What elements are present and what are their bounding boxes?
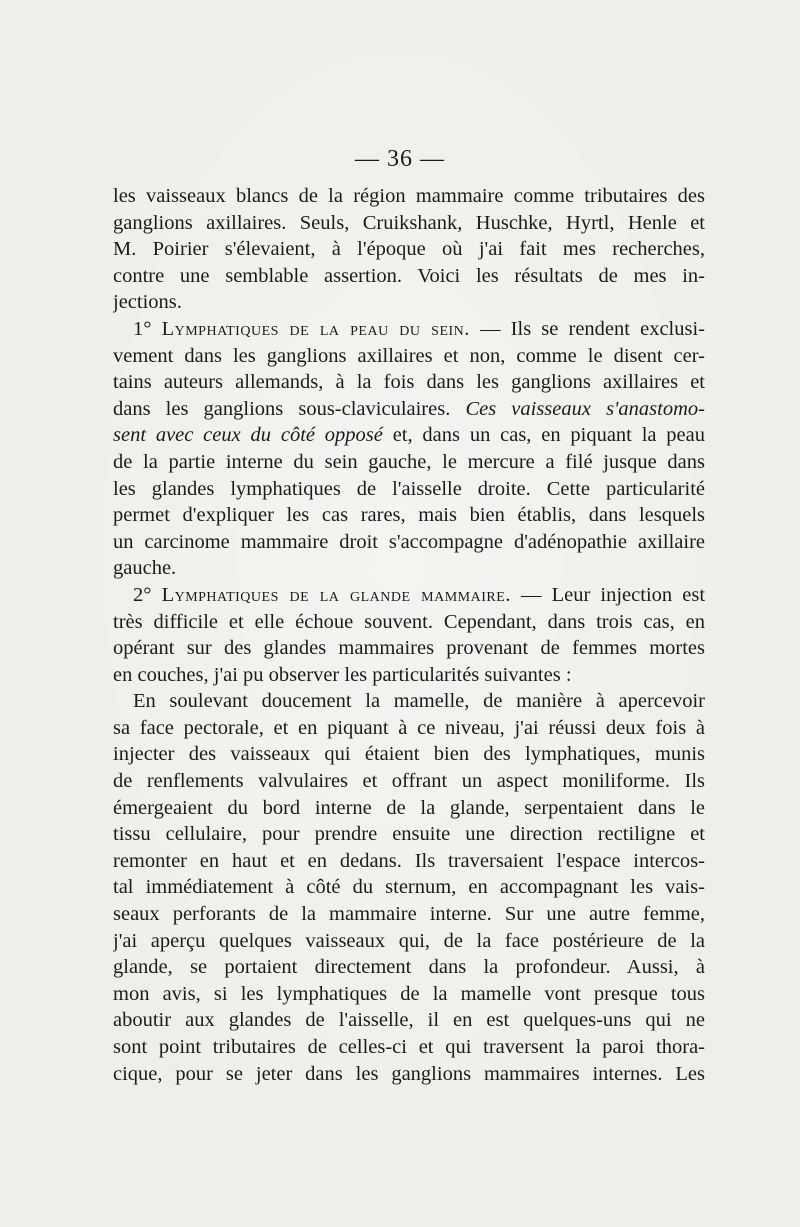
text-line: de la partie interne du sein gauche, le mercure a filé jusque dans [113,450,705,473]
body-text [113,183,705,1087]
text-line: aboutir aux glandes de l'aisselle, il en est quelques-uns qui ne [113,1009,705,1032]
text-line: en couches, j'ai pu observer les particularités suivantes : [113,663,572,686]
page-number: — 36 — [355,146,445,172]
text-line: gauche. [113,557,177,580]
italic-segment: Ces vaisseaux s'anastomo- [465,397,705,420]
text-line [113,396,705,423]
text-line: de renflements valvulaires et offrant un aspect moniliforme. Ils [113,770,705,793]
text-line: ganglions axillaires. Seuls, Cruikshank, Huschke, Hyrtl, Henle et [113,211,705,234]
text-line: remonter en haut et en dedans. Ils traversaient l'espace intercos- [113,849,705,872]
text-line: En soulevant doucement la mamelle, de manière à apercevoir [133,690,705,713]
text-line: tal immédiatement à côté du sternum, en accompagnant les vais- [113,876,705,899]
text-line: M. Poirier s'élevaient, à l'époque où j'ai fait mes recherches, [113,238,705,261]
italic-segment: sent avec ceux du côté opposé [113,424,383,447]
text-line: contre une semblable assertion. Voici les résultats de mes in- [113,264,705,287]
section-heading-rest: — Ils se rendent exclusi- [469,317,705,340]
text-line: seaux perforants de la mammaire interne. Sur une autre femme, [113,903,705,926]
section-number: 2° [133,583,152,606]
text-line: sa face pectorale, et en piquant à ce niveau, j'ai réussi deux fois à [113,716,705,739]
text-line: permet d'expliquer les cas rares, mais bien établis, dans lesquels [113,504,705,527]
text-line: opérant sur des glandes mammaires provenant de femmes mortes [113,637,705,660]
text-segment: dans les ganglions sous-claviculaires. [113,397,466,420]
text-line: tains auteurs allemands, à la fois dans les ganglions axillaires et [113,371,705,394]
text-line: glande, se portaient directement dans la profondeur. Aussi, à [113,956,705,979]
text-line: les glandes lymphatiques de l'aisselle droite. Cette particularité [113,477,705,500]
text-line: vement dans les ganglions axillaires et non, comme le disent cer- [113,344,705,367]
text-line: injecter des vaisseaux qui étaient bien des lymphatiques, munis [113,743,705,766]
section-heading-gland-lymphatics [113,582,705,609]
text-line [113,422,705,449]
text-line: jections. [113,291,182,314]
text-line: émergeaient du bord interne de la glande, serpentaient dans le [113,796,705,819]
section-number: 1° [133,317,152,340]
text-line: cique, pour se jeter dans les ganglions mammaires internes. Les [113,1062,705,1085]
text-line: les vaisseaux blancs de la région mammaire comme tributaires des [113,185,705,207]
section-heading-rest: — Leur injection est [510,583,705,606]
section-heading-skin-lymphatics [113,316,705,343]
section-title: Lymphatiques de la peau du sein. [161,317,470,340]
text-line: j'ai aperçu quelques vaisseaux qui, de la face postérieure de la [113,929,705,952]
section-title: Lymphatiques de la glande mammaire. [161,583,511,606]
text-line: sont point tributaires de celles-ci et qui traversent la paroi thora- [113,1036,705,1058]
text-line: mon avis, si les lymphatiques de la mamelle vont presque tous [113,982,705,1005]
text-line: très difficile et elle échoue souvent. Cependant, dans trois cas, en [113,610,705,633]
text-line: un carcinome mammaire droit s'accompagne d'adénopathie axillaire [113,530,705,553]
text-line: tissu cellulaire, pour prendre ensuite une direction rectiligne et [113,823,705,846]
text-segment: et, dans un cas, en piquant la peau [382,424,705,447]
